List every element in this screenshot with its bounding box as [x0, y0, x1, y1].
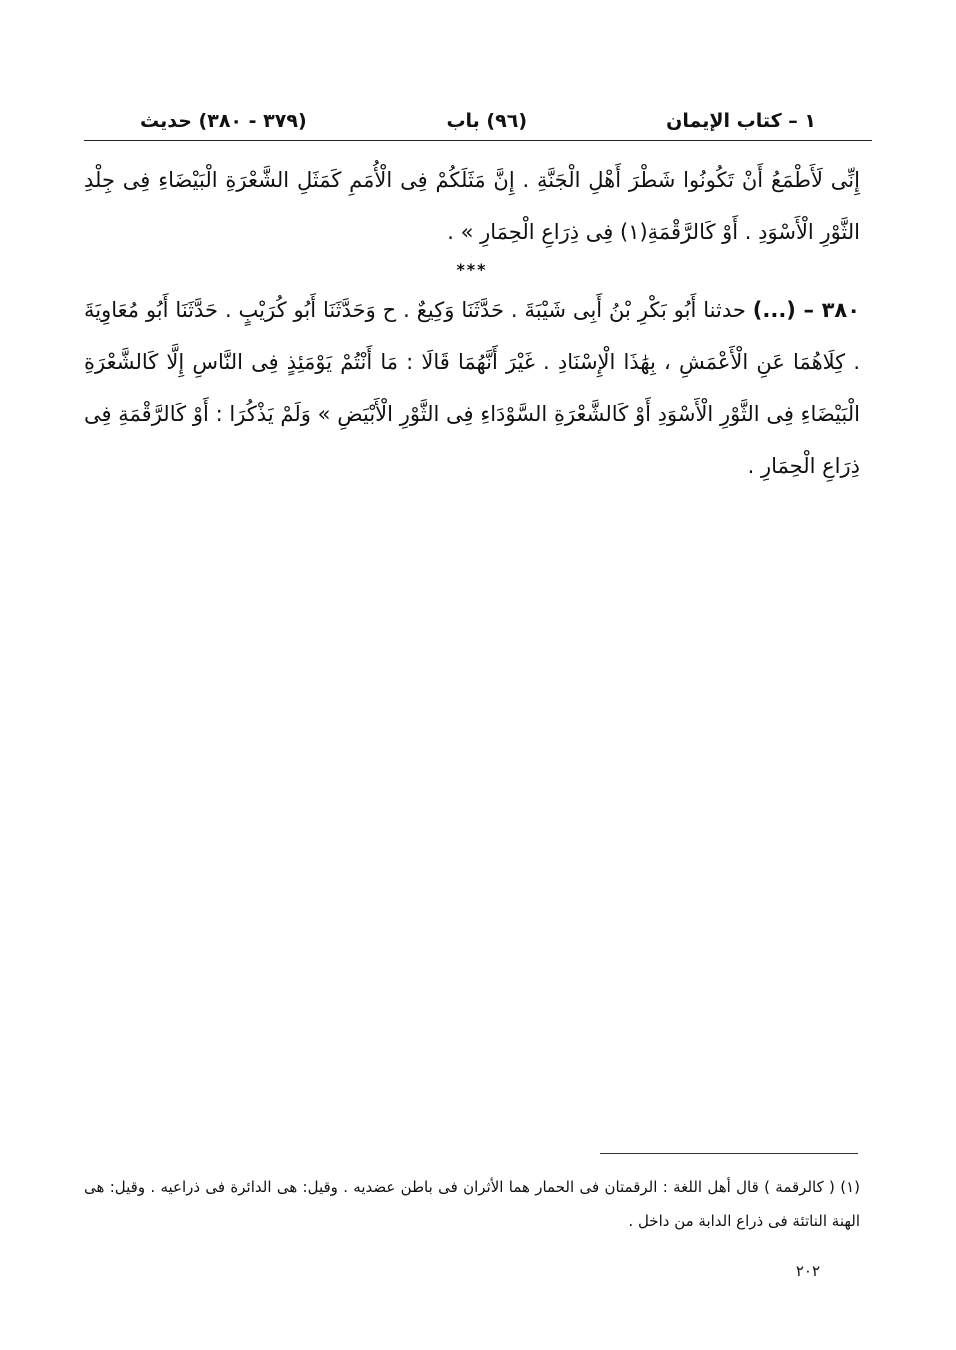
hadith-text: حدثنا أَبُو بَكْرِ بْنُ أَبِى شَيْبَةَ . حَدَّثَنَا وَكِيعٌ . ح وَحَدَّثَنَا أَبُو كُرَيْبٍ . حَدَّثَنَا أَبُو مُعَاوِيَةَ . كِلَاهُمَا عَنِ الْأَعْمَشِ ، بِهَٰذَا الْإِسْنَادِ . غَيْرَ أَنَّهُمَا قَالَا : مَا أَنْتُمْ يَوْمَئِذٍ فِى النَّاسِ إِلَّا كَالشَّعْرَةِ الْبَيْضَاءِ فِى الثَّوْرِ الْأَسْوَدِ أَوْ كَالشَّعْرَةِ السَّوْدَاءِ فِى الثَّوْرِ الْأَبْيَضِ » وَلَمْ يَذْكُرَا : أَوْ كَالرَّقْمَةِ فِى ذِرَاعِ الْحِمَارِ .	[84, 298, 860, 478]
hadith-number: ٣٨٠ – (...)	[752, 298, 861, 322]
paragraph-continued: إِنِّى لَأَطْمَعُ أَنْ تَكُونُوا شَطْرَ أَهْلِ الْجَنَّةِ . إِنَّ مَثَلَكُمْ فِى الْأُمَمِ كَمَثَلِ الشَّعْرَةِ الْبَيْضَاءِ فِى جِلْدِ الثَّوْرِ الْأَسْوَدِ . أَوْ كَالرَّقْمَةِ(١) فِى ذِرَاعِ الْحِمَارِ » .	[84, 168, 860, 244]
footnote	[84, 1170, 860, 1238]
header-hadith-range: (٣٧٩ - ٣٨٠) حديث	[140, 110, 307, 132]
main-text	[84, 154, 860, 492]
header-chapter: (٩٦) باب	[446, 110, 527, 132]
header-book-title: ١ – كتاب الإيمان	[666, 110, 816, 132]
hadith-paragraph	[84, 284, 860, 492]
page-number: ٢٠٢	[795, 1262, 820, 1280]
header-rule	[84, 140, 872, 141]
footnote-text: (١) ( كالرقمة ) قال أهل اللغة : الرقمتان فى الحمار هما الأثران فى باطن عضديه . وقيل: هى الدائرة فى ذراعيه . وقيل: هى الهنة الناتئة فى ذراع الدابة من داخل .	[84, 1178, 860, 1230]
running-header	[84, 104, 872, 140]
footnote-rule	[600, 1153, 858, 1154]
section-separator: ***	[456, 260, 488, 279]
